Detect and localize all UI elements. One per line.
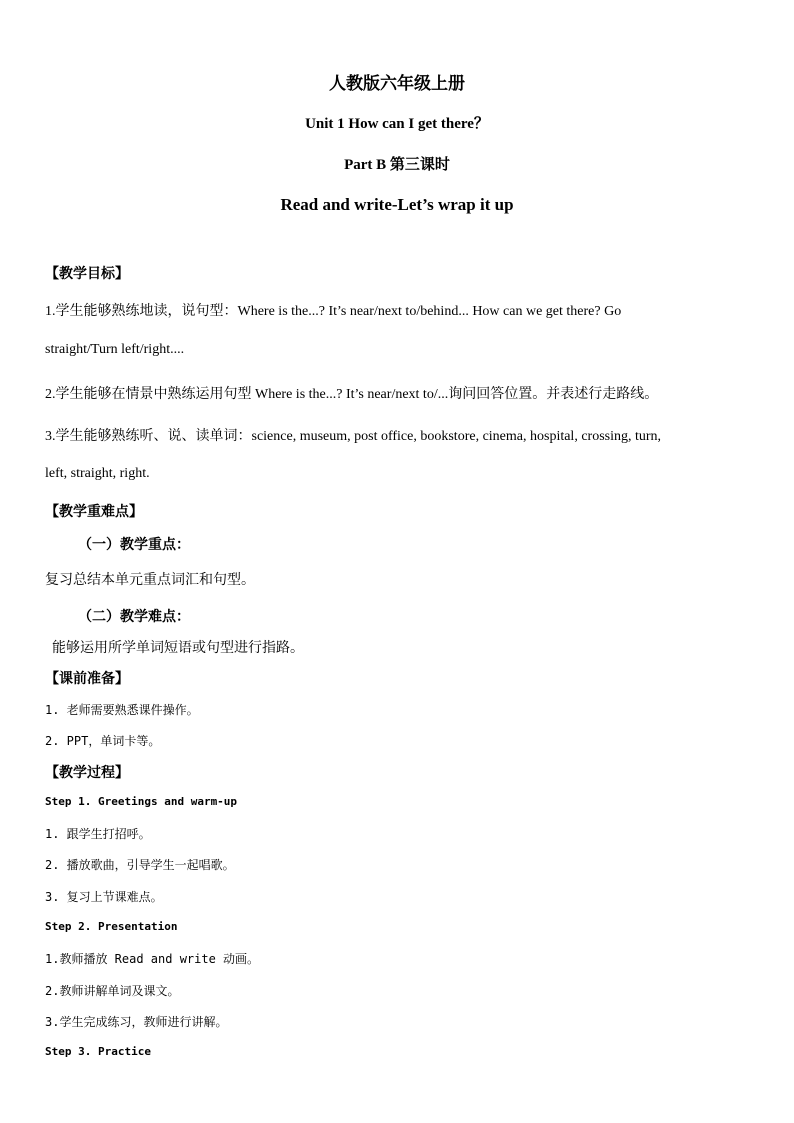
objective-1-line-1: 1.学生能够熟练地读，说句型：Where is the...? It’s near/next to/behind... How can we get there? Go bbox=[45, 304, 622, 319]
part-title: Part B 第三课时 bbox=[344, 157, 450, 173]
step-1-heading: Step 1. Greetings and warm-up bbox=[45, 795, 238, 808]
objective-3-line-2: left, straight, right. bbox=[45, 466, 150, 481]
step-1-item-3: 3. 复习上节课难点。 bbox=[45, 890, 163, 904]
preparation-item-2: 2. PPT，单词卡等。 bbox=[45, 734, 161, 748]
key-points-heading: 【教学重难点】 bbox=[45, 504, 143, 520]
step-3-heading: Step 3. Practice bbox=[45, 1045, 151, 1058]
step-1-item-2: 2. 播放歌曲，引导学生一起唱歌。 bbox=[45, 858, 235, 872]
difficulty-subheading: （二）教学难点： bbox=[78, 609, 190, 625]
objectives-heading: 【教学目标】 bbox=[45, 266, 129, 282]
step-2-item-2: 2.教师讲解单词及课文。 bbox=[45, 984, 180, 998]
key-point-subheading: （一）教学重点： bbox=[78, 537, 190, 553]
step-2-heading: Step 2. Presentation bbox=[45, 920, 178, 933]
preparation-item-1: 1. 老师需要熟悉课件操作。 bbox=[45, 703, 199, 717]
step-1-item-1: 1. 跟学生打招呼。 bbox=[45, 827, 151, 841]
process-heading: 【教学过程】 bbox=[45, 765, 129, 781]
step-2-item-3: 3.学生完成练习，教师进行讲解。 bbox=[45, 1015, 228, 1029]
step-2-item-1: 1.教师播放 Read and write 动画。 bbox=[45, 952, 260, 966]
objective-3-line-1: 3.学生能够熟练听、说、读单词：science, museum, post office, bookstore, cinema, hospital, crossing, turn, bbox=[45, 429, 662, 444]
objective-2: 2.学生能够在情景中熟练运用句型 Where is the...? It’s near/next to/...询问回答位置。并表述行走路线。 bbox=[45, 387, 659, 402]
lesson-title: Read and write-Let’s wrap it up bbox=[280, 195, 514, 214]
unit-title: Unit 1 How can I get there？ bbox=[305, 116, 489, 132]
preparation-heading: 【课前准备】 bbox=[45, 671, 129, 687]
difficulty-text: 能够运用所学单词短语或句型进行指路。 bbox=[52, 641, 304, 656]
key-point-text: 复习总结本单元重点词汇和句型。 bbox=[45, 573, 255, 588]
grade-title: 人教版六年级上册 bbox=[329, 74, 465, 93]
objective-1-line-2: straight/Turn left/right.... bbox=[45, 342, 185, 357]
